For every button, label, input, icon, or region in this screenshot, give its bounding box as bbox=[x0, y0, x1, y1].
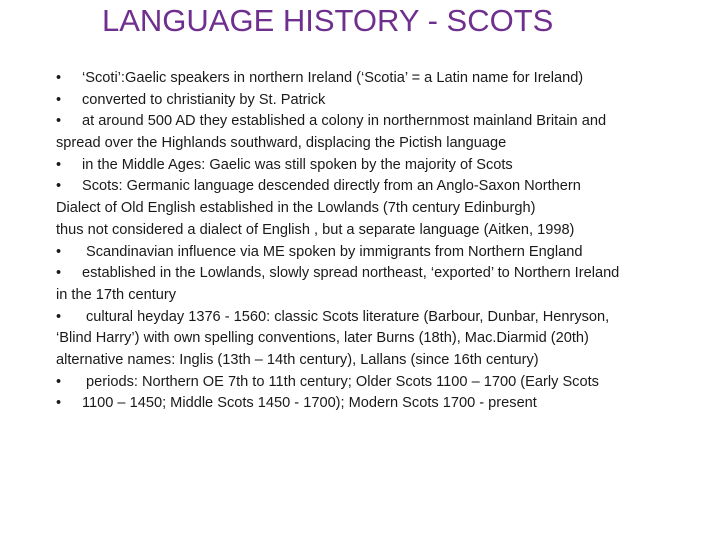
line-text: periods: Northern OE 7th to 11th century; Older Scots 1100 – 1700 (Early Scots bbox=[86, 373, 599, 390]
bullet-marker: • bbox=[56, 395, 62, 412]
bullet-marker: • bbox=[56, 265, 62, 282]
line-text: at around 500 AD they established a colony in northernmost mainland Britain and bbox=[82, 113, 607, 130]
bullet-marker: • bbox=[56, 178, 62, 195]
bullet-line bbox=[56, 393, 704, 415]
bullet-line bbox=[56, 263, 704, 285]
line-text: thus not considered a dialect of English , but a separate language (Aitken, 1998) bbox=[56, 221, 575, 238]
line-text: Scots: Germanic language descended directly from an Anglo-Saxon Northern bbox=[82, 178, 581, 195]
slide-title: LANGUAGE HISTORY - SCOTS bbox=[102, 3, 554, 38]
bullet-marker: • bbox=[56, 70, 62, 86]
bullet-line bbox=[56, 242, 704, 264]
line-text: ‘Scoti’:Gaelic speakers in northern Ireland (‘Scotia’ = a Latin name for Ireland) bbox=[82, 70, 584, 86]
line-text: Dialect of Old English established in the Lowlands (7th century Edinburgh) bbox=[56, 200, 536, 217]
bullet-marker: • bbox=[56, 91, 62, 108]
bullet-line bbox=[56, 176, 704, 198]
continuation-line bbox=[56, 220, 704, 242]
continuation-line bbox=[56, 328, 704, 350]
line-text: 1100 – 1450; Middle Scots 1450 - 1700); Modern Scots 1700 - present bbox=[82, 395, 537, 412]
line-text: alternative names: Inglis (13th – 14th century), Lallans (since 16th century) bbox=[56, 351, 539, 368]
bullet-marker: • bbox=[56, 113, 62, 130]
bullet-marker: • bbox=[56, 308, 62, 325]
line-text: established in the Lowlands, slowly spread northeast, ‘exported’ to Northern Ireland bbox=[82, 265, 620, 282]
bullet-line bbox=[56, 111, 704, 133]
line-text: converted to christianity by St. Patrick bbox=[82, 91, 326, 108]
line-text: in the 17th century bbox=[56, 286, 177, 303]
continuation-line bbox=[56, 133, 704, 155]
line-text: in the Middle Ages: Gaelic was still spoken by the majority of Scots bbox=[82, 156, 513, 173]
bullet-line bbox=[56, 155, 704, 177]
bullet-line bbox=[56, 307, 704, 329]
bullet-marker: • bbox=[56, 156, 62, 173]
continuation-line bbox=[56, 350, 704, 372]
bullet-marker: • bbox=[56, 243, 62, 260]
continuation-line bbox=[56, 198, 704, 220]
bullet-line bbox=[56, 372, 704, 394]
slide-body bbox=[56, 68, 704, 415]
line-text: spread over the Highlands southward, displacing the Pictish language bbox=[56, 135, 507, 152]
line-text: ‘Blind Harry’) with own spelling conventions, later Burns (18th), Mac.Diarmid (20th) bbox=[56, 330, 589, 347]
continuation-line bbox=[56, 285, 704, 307]
line-text: cultural heyday 1376 - 1560: classic Scots literature (Barbour, Dunbar, Henryson, bbox=[86, 308, 610, 325]
bullet-line bbox=[56, 90, 704, 112]
line-text: Scandinavian influence via ME spoken by immigrants from Northern England bbox=[86, 243, 583, 260]
bullet-line bbox=[56, 68, 704, 90]
bullet-marker: • bbox=[56, 373, 62, 390]
